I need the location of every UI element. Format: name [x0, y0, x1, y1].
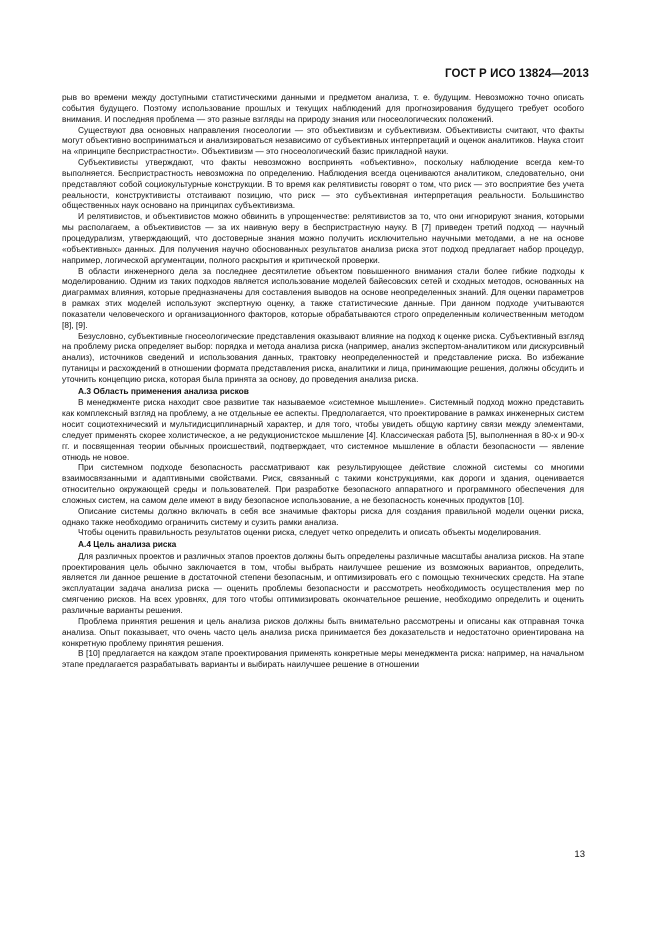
paragraph: Проблема принятия решения и цель анализа рисков должны быть внимательно рассмотрены и описаны как отправная точка анализа. Опыт показывает, что очень часто цель анализа риска принимается без доказательств и недостаточно ориентирована на конкретную проблему принятия решения. [62, 615, 584, 648]
paragraph: Описание системы должно включать в себя все значимые факторы риска для создания правильной модели оценки риска, однако также необходимо ограничить систему и сузить рамки анализа. [62, 505, 584, 527]
standard-header: ГОСТ Р ИСО 13824—2013 [444, 68, 589, 80]
paragraph: Для различных проектов и различных этапов проектов должны быть определены различные масштабы анализа рисков. На этапе проектирования цель обычно заключается в том, чтобы выбрать наилучшее решение из возможных вариантов, определить, является ли данное решение в достаточной степени безопасным, и оптимизировать его с помощью технических средств. На этапе эксплуатации задача анализа риска — оценить проблемы безопасности и рассмотреть необходимость осуществления мер по смягчению рисков. На всех уровнях, для того чтобы оптимизировать окончательное решение, необходимо определить и оценить различные варианты решения. [62, 550, 584, 615]
paragraph: Чтобы оценить правильность результатов оценки риска, следует четко определить и описать объекты моделирования. [78, 527, 542, 538]
page-number: 13 [574, 849, 585, 860]
paragraph: В области инженерного дела за последнее десятилетие объектом повышенного внимания стали более гибкие подходы к моделированию. Одним из таких подходов является использование моделей байесовских сетей и сходных методов, основанных на диаграммах влияния, которые предназначены для составления выводов на основе неопределенных знаний. Для оценки параметров в рамках этих моделей используют экспертную оценку, а также статистические данные. При данном подходе учитываются показатели человеческого и организационного факторов, которые обрабатываются строго определенным количественным методом [8], [9]. [62, 265, 584, 330]
paragraph: В [10] предлагается на каждом этапе проектирования применять конкретные меры менеджмента риска: например, на начальном этапе предлагается разрабатывать варианты и выбирать наилучшее решение в отношении [62, 648, 584, 670]
paragraph: Безусловно, субъективные гносеологические представления оказывают влияние на подход к оценке риска. Субъективный взгляд на проблему риска определяет выбор: порядка и метода анализа риска (например, анализ экспертом-аналитиком или дискурсивный анализ), источников сведений и использования данных, трактовку неопределенностей и представление риска. Во избежание путаницы и расхождений в отношении формата представления риска, аналитики и лица, принимающие решения, должны обсудить и уточнить концепцию риска, которая была принята за основу, до проведения анализа риска. [62, 330, 584, 384]
paragraph: В менеджменте риска находит свое развитие так называемое «системное мышление». Системный подход можно представить как комплексный взгляд на проблему, а не отдельные ее аспекты. Предполагается, что проектирование в рамках инженерных систем носит социотехнический и мультидисциплинарный характер, и для того, чтобы увидеть общую картину связи между элементами, следует применять скорее холистическое, а не редукционистское мышление [4]. Классическая работа [5], выполненная в 80-х и 90-х гг. и посвященная теории обычных происшествий, подтверждает, что системное мышление в области безопасности — явление отнюдь не новое. [62, 397, 584, 462]
paragraph: рыв во времени между доступными статистическими данными и предметом анализа, т. е. будущим. Невозможно точно описать события будущего. Поэтому использование прошлых и текущих наблюдений для прогнозирования будущего требует особого внимания. И последняя проблема — это разные взгляды на природу знания или гносеологических положений. [62, 92, 584, 124]
document-body [62, 92, 584, 670]
paragraph: Существуют два основных направления гносеологии — это объективизм и субъективизм. Объективисты считают, что факты могут объективно восприниматься и анализироваться независимо от субъективных интерпретаций и оценок аналитиков. Наука стоит на «принципе беспристрастности». Объективизм — это гносеологический базис прикладной науки. [62, 124, 584, 157]
section-heading-a4: А.4 Цель анализа риска [78, 539, 177, 550]
paragraph: При системном подходе безопасность рассматривают как результирующее действие сложной системы со многими взаимосвязанными и адаптивными свойствами. Риск, связанный с такими конструкциями, как дороги и здания, оценивается относительно окружающей среды и пользователей. При разработке безопасного аппаратного и программного обеспечения для сложных систем, на самом деле имеют в виду безопасное использование, а не безопасность конечных продуктов [10]. [62, 462, 584, 505]
paragraph: И релятивистов, и объективистов можно обвинить в упрощенчестве: релятивистов за то, что они игнорируют знания, которыми мы располагаем, а объективистов — за их наивную веру в беспристрастную науку. В [7] приведен третий подход — научный процедурализм, утверждающий, что достоверные знания можно получить исключительно научными методами, а не на основе «объективных» данных. Для получения научно обоснованных результатов анализа риска этот подход предлагает набор процедур, например, логической аргументации, полного раскрытия и критической проверки. [62, 211, 584, 265]
section-heading-a3: А.3 Область применения анализа рисков [78, 385, 249, 396]
paragraph: Субъективисты утверждают, что факты невозможно воспринять «объективно», поскольку наблюдение всегда кем-то выполняется. Беспристрастность невозможна по определению. Наблюдения всегда оцениваются аналитиком, следовательно, они представляют собой социокультурные конструкции. В то время как релятивисты говорят о том, что риск — это восприятие без учета реальности, конструктивисты отстаивают позицию, что риск — это субъективная интерпретация реальности. Большинство общественных наук основано на принципах субъективизма. [62, 157, 584, 211]
